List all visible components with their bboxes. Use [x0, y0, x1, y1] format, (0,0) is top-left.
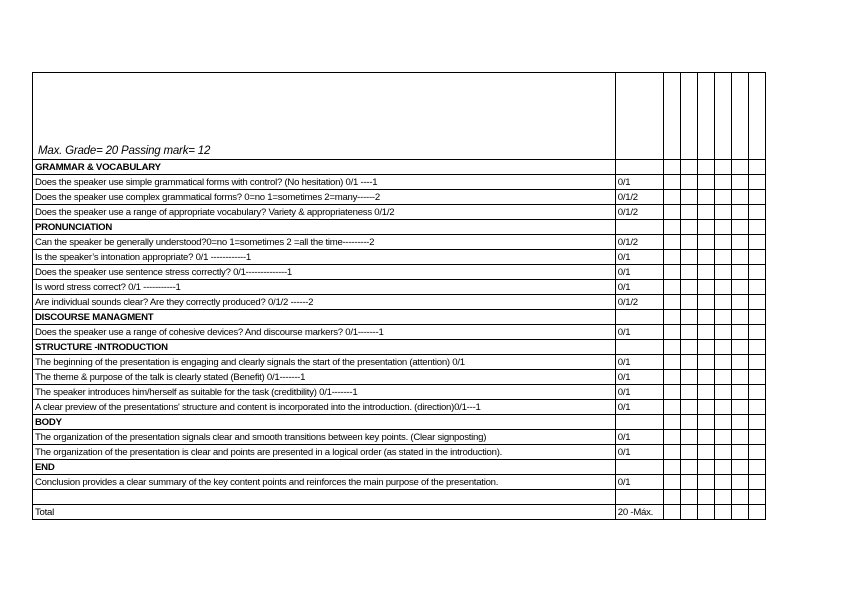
grid-cell: [697, 175, 714, 190]
section-row: [33, 310, 766, 325]
grid-cell: [714, 325, 731, 340]
grid-cell: [748, 340, 765, 355]
grid-cell: [748, 205, 765, 220]
grid-cell: [680, 250, 697, 265]
grid-cell: [680, 475, 697, 490]
grid-cell: [663, 430, 680, 445]
score-cell: 0/1: [615, 325, 663, 340]
criterion-row: [33, 385, 766, 400]
header-row: [33, 73, 766, 160]
grid-cell: [663, 265, 680, 280]
criterion-row: [33, 445, 766, 460]
grid-cell: [680, 205, 697, 220]
grid-cell: [731, 325, 748, 340]
section-heading: END: [33, 460, 616, 475]
grid-cell: [731, 475, 748, 490]
grid-cell: [663, 160, 680, 175]
grid-cell: [697, 265, 714, 280]
criterion-row: [33, 475, 766, 490]
grid-cell: [697, 370, 714, 385]
grid-cell: [697, 415, 714, 430]
grid-cell: [680, 160, 697, 175]
grid-cell: [680, 445, 697, 460]
grid-cell: [714, 430, 731, 445]
grid-cell: [731, 205, 748, 220]
grid-cell: [663, 385, 680, 400]
section-heading: DISCOURSE MANAGMENT: [33, 310, 616, 325]
score-cell: 0/1: [615, 400, 663, 415]
grid-cell: [731, 445, 748, 460]
criterion-text: Conclusion provides a clear summary of the key content points and reinforces the main purpose of the presentation.: [33, 475, 616, 490]
grid-cell: [663, 415, 680, 430]
grid-cell: [748, 430, 765, 445]
grid-cell: [663, 235, 680, 250]
grid-cell: [731, 415, 748, 430]
rubric-body: [33, 73, 766, 520]
criterion-text: Can the speaker be generally understood?0=no 1=sometimes 2 =all the time---------2: [33, 235, 616, 250]
grid-cell: [680, 190, 697, 205]
criterion-text: Does the speaker use a range of cohesive devices? And discourse markers? 0/1-------1: [33, 325, 616, 340]
grid-cell: [714, 310, 731, 325]
criterion-row: [33, 355, 766, 370]
score-cell: [615, 340, 663, 355]
grid-cell: [697, 295, 714, 310]
grid-cell: [731, 265, 748, 280]
grid-cell: [697, 190, 714, 205]
grid-cell: [731, 310, 748, 325]
grid-cell: [748, 475, 765, 490]
grid-cell: [714, 235, 731, 250]
grid-cell: [714, 355, 731, 370]
grid-cell: [748, 415, 765, 430]
criterion-text: The beginning of the presentation is engaging and clearly signals the start of the presentation (attention) 0/1: [33, 355, 616, 370]
criterion-row: [33, 265, 766, 280]
grid-cell: [714, 385, 731, 400]
score-cell: 0/1: [615, 370, 663, 385]
criterion-row: [33, 235, 766, 250]
grid-cell: [697, 325, 714, 340]
score-cell: [615, 310, 663, 325]
criterion-row: [33, 175, 766, 190]
grid-cell: [663, 400, 680, 415]
grid-cell: [663, 295, 680, 310]
grid-cell: [663, 73, 680, 160]
grid-cell: [731, 490, 748, 505]
criterion-text: Does the speaker use a range of appropriate vocabulary? Variety & appropriateness 0/1/2: [33, 205, 616, 220]
grid-cell: [680, 505, 697, 520]
grid-cell: [680, 370, 697, 385]
grid-cell: [748, 250, 765, 265]
grid-cell: [748, 220, 765, 235]
grid-cell: [714, 490, 731, 505]
grid-cell: [731, 400, 748, 415]
grid-cell: [663, 310, 680, 325]
criterion-row: [33, 250, 766, 265]
grid-cell: [697, 490, 714, 505]
grid-cell: [697, 460, 714, 475]
criterion-row: [33, 490, 766, 505]
section-heading: BODY: [33, 415, 616, 430]
grid-cell: [663, 490, 680, 505]
grid-cell: [748, 175, 765, 190]
grid-cell: [680, 175, 697, 190]
section-row: [33, 460, 766, 475]
grid-cell: [748, 490, 765, 505]
grid-cell: [663, 460, 680, 475]
grid-cell: [748, 325, 765, 340]
grid-cell: [697, 400, 714, 415]
grid-cell: [663, 505, 680, 520]
section-row: [33, 220, 766, 235]
grid-cell: [748, 445, 765, 460]
criterion-text: The speaker introduces him/herself as suitable for the task (creditbility) 0/1-------1: [33, 385, 616, 400]
criterion-text: A clear preview of the presentations' structure and content is incorporated into the introduction. (direction)0/1---1: [33, 400, 616, 415]
score-cell: [615, 220, 663, 235]
grid-cell: [731, 505, 748, 520]
score-cell: 0/1: [615, 355, 663, 370]
grid-cell: [680, 385, 697, 400]
section-heading: GRAMMAR & VOCABULARY: [33, 160, 616, 175]
grid-cell: [697, 220, 714, 235]
grid-cell: [714, 160, 731, 175]
grid-cell: [731, 370, 748, 385]
criterion-row: [33, 280, 766, 295]
criterion-row: [33, 295, 766, 310]
score-cell: 0/1: [615, 385, 663, 400]
score-cell: 0/1: [615, 445, 663, 460]
score-cell: 0/1/2: [615, 295, 663, 310]
total-score: 20 -Máx.: [615, 505, 663, 520]
criterion-row: [33, 430, 766, 445]
score-cell: 0/1: [615, 475, 663, 490]
grid-cell: [714, 220, 731, 235]
grid-cell: [680, 265, 697, 280]
criterion-text: Does the speaker use complex grammatical forms? 0=no 1=sometimes 2=many------2: [33, 190, 616, 205]
grid-cell: [731, 235, 748, 250]
score-cell: 0/1/2: [615, 190, 663, 205]
grid-cell: [748, 310, 765, 325]
grid-cell: [731, 250, 748, 265]
grid-cell: [731, 340, 748, 355]
grid-cell: [697, 430, 714, 445]
score-cell: [615, 490, 663, 505]
grid-cell: [748, 505, 765, 520]
section-heading: PRONUNCIATION: [33, 220, 616, 235]
section-heading: STRUCTURE -INTRODUCTION: [33, 340, 616, 355]
grid-cell: [697, 475, 714, 490]
grid-cell: [748, 370, 765, 385]
grid-cell: [663, 370, 680, 385]
grid-cell: [714, 415, 731, 430]
grid-cell: [731, 460, 748, 475]
score-cell: [615, 415, 663, 430]
grid-cell: [697, 505, 714, 520]
criterion-text: The theme & purpose of the talk is clearly stated (Benefit) 0/1-------1: [33, 370, 616, 385]
grid-cell: [680, 490, 697, 505]
criterion-row: [33, 325, 766, 340]
grid-cell: [714, 175, 731, 190]
section-row: [33, 340, 766, 355]
grade-title: Max. Grade= 20 Passing mark= 12: [33, 73, 616, 160]
criterion-row: [33, 190, 766, 205]
grid-cell: [748, 190, 765, 205]
criterion-text: Are individual sounds clear? Are they correctly produced? 0/1/2 ------2: [33, 295, 616, 310]
grid-cell: [731, 160, 748, 175]
score-cell: [615, 460, 663, 475]
grid-cell: [714, 460, 731, 475]
grid-cell: [748, 460, 765, 475]
grid-cell: [680, 325, 697, 340]
grid-cell: [697, 235, 714, 250]
criterion-text: Does the speaker use sentence stress correctly? 0/1--------------1: [33, 265, 616, 280]
score-cell: 0/1: [615, 265, 663, 280]
score-cell: 0/1: [615, 250, 663, 265]
rubric-table: [32, 72, 766, 520]
criterion-text: Is word stress correct? 0/1 -----------1: [33, 280, 616, 295]
score-cell: 0/1: [615, 175, 663, 190]
criterion-row: [33, 370, 766, 385]
grid-cell: [714, 73, 731, 160]
grid-cell: [748, 160, 765, 175]
score-cell: 0/1/2: [615, 205, 663, 220]
grid-cell: [680, 280, 697, 295]
grid-cell: [748, 385, 765, 400]
grid-cell: [714, 295, 731, 310]
criterion-text: Is the speaker’s intonation appropriate? 0/1 ------------1: [33, 250, 616, 265]
grid-cell: [663, 355, 680, 370]
grid-cell: [748, 235, 765, 250]
grid-cell: [714, 340, 731, 355]
grid-cell: [697, 205, 714, 220]
grid-cell: [697, 160, 714, 175]
grid-cell: [714, 445, 731, 460]
grid-cell: [731, 175, 748, 190]
grid-cell: [680, 430, 697, 445]
grid-cell: [663, 325, 680, 340]
grid-cell: [680, 235, 697, 250]
grid-cell: [731, 73, 748, 160]
grid-cell: [663, 250, 680, 265]
grid-cell: [714, 265, 731, 280]
grid-cell: [714, 475, 731, 490]
grid-cell: [663, 190, 680, 205]
grid-cell: [731, 280, 748, 295]
total-row: [33, 505, 766, 520]
grid-cell: [663, 205, 680, 220]
score-cell: 0/1: [615, 430, 663, 445]
grid-cell: [731, 295, 748, 310]
grid-cell: [663, 175, 680, 190]
grid-cell: [680, 73, 697, 160]
grid-cell: [663, 340, 680, 355]
grid-cell: [714, 505, 731, 520]
grid-cell: [663, 220, 680, 235]
grid-cell: [697, 250, 714, 265]
grid-cell: [714, 190, 731, 205]
criterion-text: [33, 490, 616, 505]
criterion-row: [33, 400, 766, 415]
total-label: Total: [33, 505, 616, 520]
criterion-text: The organization of the presentation signals clear and smooth transitions between key points. (Clear signposting): [33, 430, 616, 445]
grid-cell: [731, 430, 748, 445]
grid-cell: [714, 205, 731, 220]
grid-cell: [680, 400, 697, 415]
grid-cell: [748, 295, 765, 310]
grid-cell: [748, 400, 765, 415]
grid-cell: [697, 310, 714, 325]
grid-cell: [714, 250, 731, 265]
grid-cell: [697, 280, 714, 295]
grid-cell: [714, 370, 731, 385]
grid-cell: [663, 280, 680, 295]
section-row: [33, 160, 766, 175]
criterion-text: Does the speaker use simple grammatical forms with control? (No hesitation) 0/1 ----1: [33, 175, 616, 190]
grid-cell: [731, 355, 748, 370]
grid-cell: [680, 340, 697, 355]
section-row: [33, 415, 766, 430]
grid-cell: [680, 355, 697, 370]
grid-cell: [680, 310, 697, 325]
grid-cell: [748, 355, 765, 370]
score-cell: [615, 73, 663, 160]
grid-cell: [697, 340, 714, 355]
grid-cell: [680, 295, 697, 310]
grid-cell: [697, 445, 714, 460]
grid-cell: [731, 190, 748, 205]
grid-cell: [697, 355, 714, 370]
score-cell: 0/1: [615, 280, 663, 295]
criterion-row: [33, 205, 766, 220]
grid-cell: [697, 385, 714, 400]
grid-cell: [680, 460, 697, 475]
criterion-text: The organization of the presentation is clear and points are presented in a logical order (as stated in the introduction).: [33, 445, 616, 460]
grid-cell: [748, 280, 765, 295]
grid-cell: [714, 280, 731, 295]
grid-cell: [663, 475, 680, 490]
score-cell: 0/1/2: [615, 235, 663, 250]
grid-cell: [663, 445, 680, 460]
grid-cell: [680, 220, 697, 235]
grid-cell: [731, 385, 748, 400]
grid-cell: [748, 265, 765, 280]
grid-cell: [731, 220, 748, 235]
grid-cell: [748, 73, 765, 160]
grid-cell: [697, 73, 714, 160]
grid-cell: [680, 415, 697, 430]
score-cell: [615, 160, 663, 175]
grid-cell: [714, 400, 731, 415]
